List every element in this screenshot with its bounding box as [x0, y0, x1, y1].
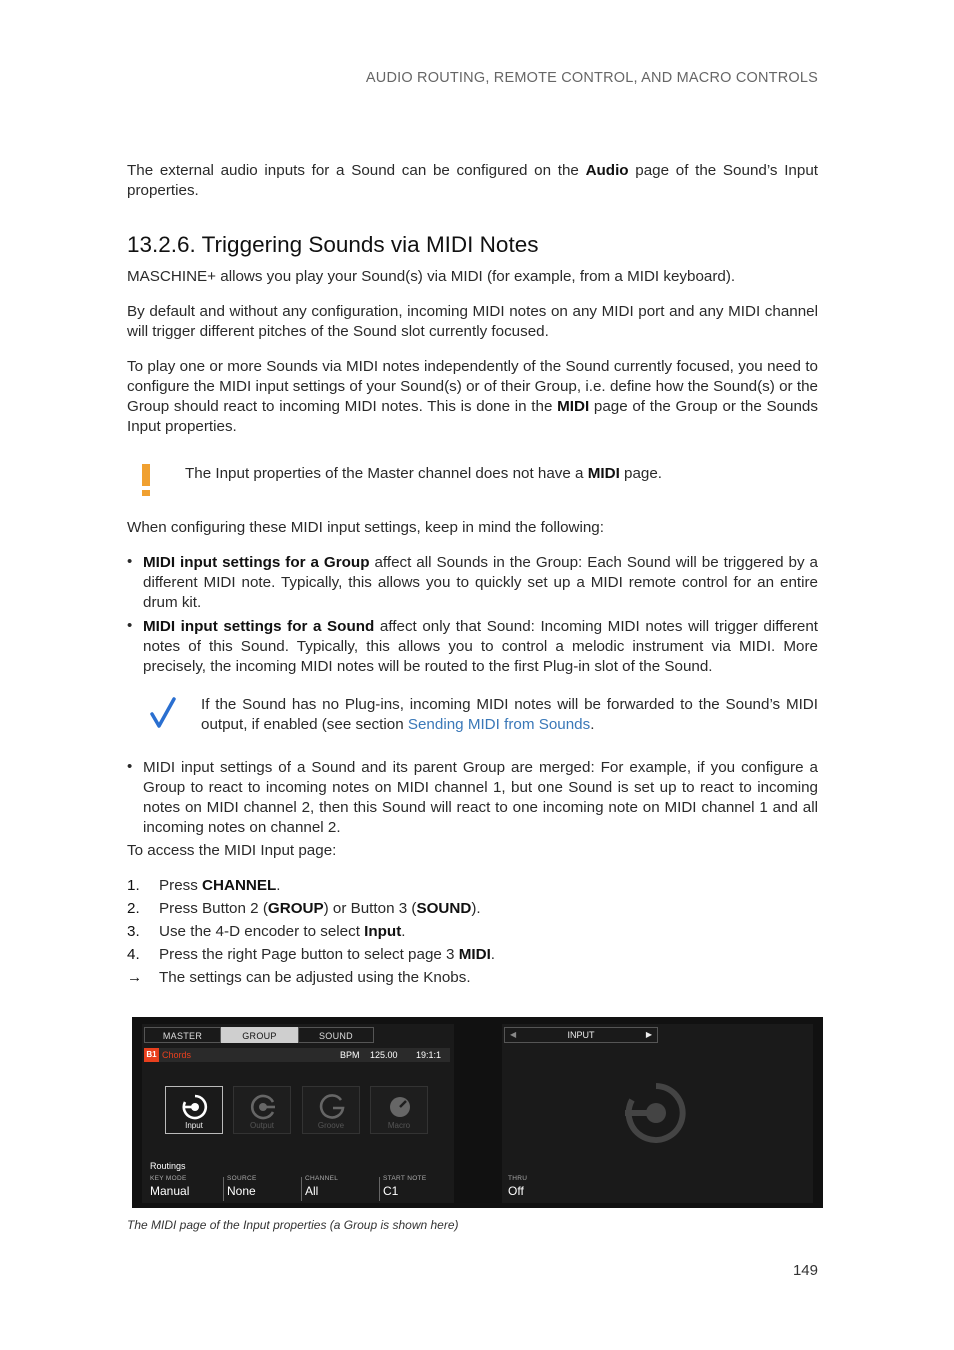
page-number: 149: [792, 1262, 818, 1279]
param-divider: [301, 1177, 302, 1201]
input-icon: [182, 1094, 208, 1120]
group-slot-badge: B1: [144, 1048, 159, 1062]
step-number: 2.: [127, 900, 140, 917]
bpm-label: BPM: [340, 1050, 360, 1060]
input-button[interactable]: [165, 1086, 223, 1134]
macro-button-label: Macro: [387, 1121, 411, 1130]
section-paragraph-2: By default and without any configuration, incoming MIDI notes on any MIDI port and any MIDI channel will trigger different pitches of the Sound slot currently focused.: [127, 303, 818, 340]
input-button-label: Input: [185, 1121, 203, 1130]
param-key: START NOTE: [383, 1175, 427, 1182]
knob-icon: [387, 1094, 413, 1120]
step-number: 4.: [127, 946, 140, 963]
param-value: Off: [508, 1184, 524, 1198]
song-position: 19:1:1: [416, 1050, 442, 1060]
section-paragraph-1: MASCHINE+ allows you play your Sound(s) via MIDI (for example, from a MIDI keyboard).: [127, 268, 736, 285]
output-button[interactable]: [233, 1086, 291, 1134]
intro-paragraph: The external audio inputs for a Sound can be configured on the Audio page of the Sound’s Input properties.: [127, 162, 818, 199]
group-info-bar: [144, 1048, 450, 1062]
section-title: 13.2.6. Triggering Sounds via MIDI Notes: [127, 232, 539, 257]
bullet-merged: MIDI input settings of a Sound and its parent Group are merged: For example, if you configure a Group to react to incoming notes on MIDI channel 1, but one Sound is set up to react to incoming notes on MIDI channel 2, then this Sound will react to one incoming note on MIDI channel 1 and all incoming notes on channel 2.: [143, 759, 818, 836]
page-label: INPUT: [567, 1030, 595, 1040]
step-number: 1.: [127, 877, 140, 894]
warning-note: The Input properties of the Master channel does not have a MIDI page.: [185, 465, 663, 482]
start-note-param[interactable]: [383, 1175, 426, 1201]
channel-param[interactable]: [305, 1175, 338, 1201]
step-result-arrow: →: [127, 969, 143, 986]
param-value: Manual: [150, 1184, 190, 1198]
output-icon: [250, 1094, 276, 1120]
step-3: Use the 4-D encoder to select Input.: [159, 923, 406, 940]
page-selector[interactable]: [504, 1027, 658, 1043]
figure-caption: The MIDI page of the Input properties (a Group is shown here): [127, 1218, 459, 1232]
source-param[interactable]: [227, 1175, 257, 1201]
lead-paragraph: When configuring these MIDI input settings, keep in mind the following:: [127, 519, 604, 536]
tab-group[interactable]: GROUP: [221, 1027, 298, 1043]
running-header: AUDIO ROUTING, REMOTE CONTROL, AND MACRO CONTROLS: [365, 70, 818, 86]
step-1: Press CHANNEL.: [159, 877, 281, 894]
channel-tabs: [144, 1027, 374, 1043]
tab-sound[interactable]: SOUND: [298, 1027, 374, 1043]
groove-button[interactable]: [302, 1086, 360, 1134]
param-value: All: [305, 1184, 319, 1198]
bullet-marker: •: [127, 617, 133, 634]
step-2: Press Button 2 (GROUP) or Button 3 (SOUND).: [159, 900, 481, 917]
bullet-marker: •: [127, 553, 133, 570]
sending-midi-link[interactable]: Sending MIDI from Sounds: [407, 716, 591, 733]
input-large-icon: [625, 1082, 687, 1144]
param-key: THRU: [508, 1175, 528, 1182]
param-value: C1: [383, 1184, 399, 1198]
left-arrow-icon: ◀: [510, 1030, 517, 1039]
hardware-screens-figure: [132, 1017, 823, 1208]
groove-button-label: Groove: [317, 1121, 345, 1130]
access-paragraph: To access the MIDI Input page:: [127, 842, 337, 859]
bpm-value: 125.00: [370, 1050, 398, 1060]
groove-icon: [319, 1094, 345, 1120]
param-value: None: [227, 1184, 256, 1198]
section-paragraph-3: To play one or more Sounds via MIDI notes independently of the Sound currently focused, you need to configure the MIDI input settings of your Sound(s) or of their Group, i.e. define how the Sound(s) or the Group should react to incoming MIDI notes. This is done in the MIDI page of the Group or the Sounds Input properties.: [127, 358, 818, 435]
bullet-marker: •: [127, 758, 133, 775]
param-key: KEY MODE: [150, 1175, 187, 1182]
param-key: CHANNEL: [305, 1175, 339, 1182]
exclamation-icon: [138, 464, 154, 500]
right-arrow-icon: ▶: [645, 1030, 652, 1039]
key-mode-param[interactable]: [150, 1175, 189, 1201]
param-key: SOURCE: [227, 1175, 257, 1182]
param-divider: [379, 1177, 380, 1201]
step-4: Press the right Page button to select page 3 MIDI.: [159, 946, 496, 963]
group-name: Chords: [162, 1050, 192, 1060]
bullet-sound: MIDI input settings for a Sound affect only that Sound: Incoming MIDI notes will trigger different notes of this Sound. Typically, this allows you to control a melodic instrument via MIDI. More precisely, the incoming MIDI notes will be routed to the first Plug-in slot of the Sound.: [143, 618, 818, 675]
macro-button[interactable]: [370, 1086, 428, 1134]
left-display: [142, 1024, 454, 1203]
checkmark-icon: [150, 697, 176, 729]
right-display: [502, 1024, 813, 1203]
routings-label: Routings: [150, 1161, 186, 1171]
bullet-group: MIDI input settings for a Group affect all Sounds in the Group: Each Sound will be triggered by a different MIDI note. Typically, this allows you to quickly set up a MIDI remote control for an entire drum kit.: [143, 554, 818, 611]
step-result: The settings can be adjusted using the Knobs.: [159, 969, 471, 986]
tip-note: If the Sound has no Plug-ins, incoming MIDI notes will be forwarded to the Sound’s MIDI output, if enabled (see section Sending MIDI from Sounds.: [201, 696, 818, 733]
thru-param[interactable]: [508, 1175, 527, 1201]
output-button-label: Output: [249, 1121, 274, 1130]
param-divider: [223, 1177, 224, 1201]
tab-master[interactable]: MASTER: [144, 1027, 221, 1043]
step-number: 3.: [127, 923, 140, 940]
